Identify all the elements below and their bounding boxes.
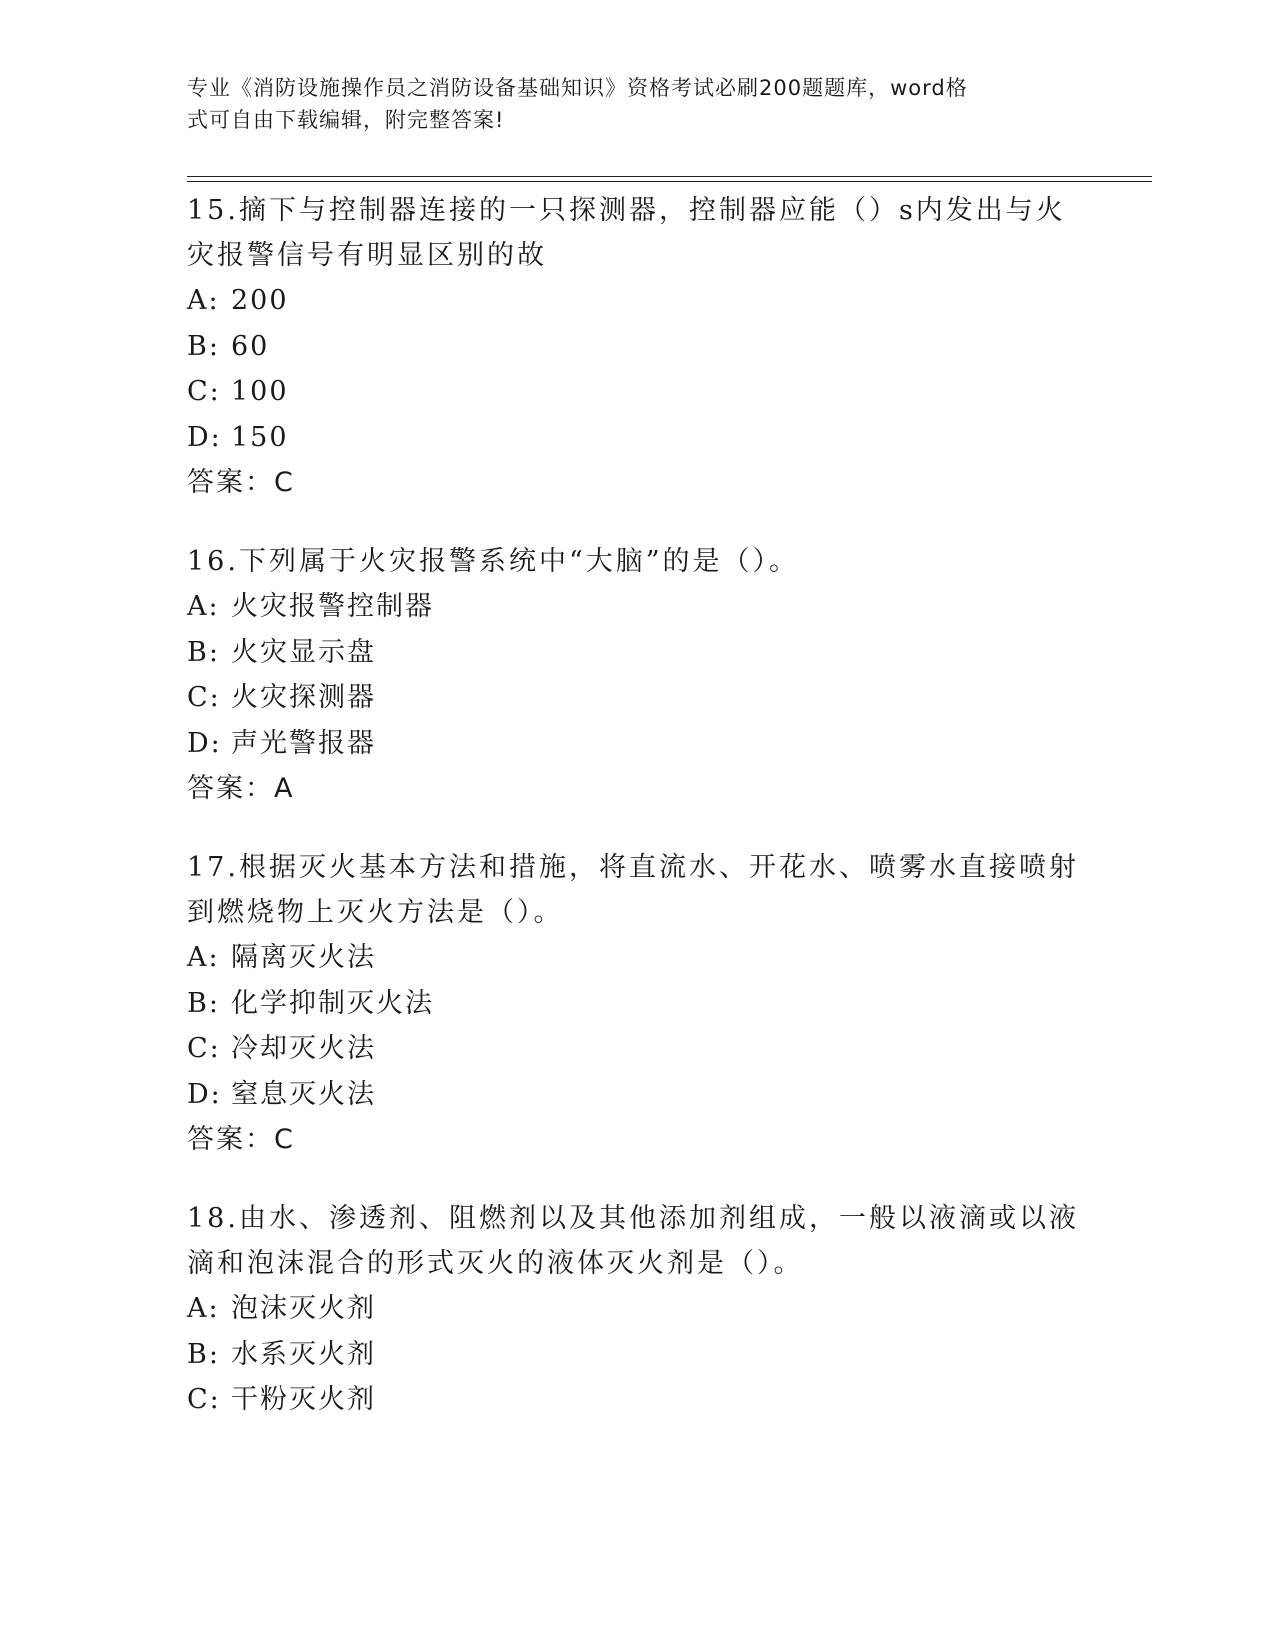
option-text: 火灾探测器: [231, 682, 376, 713]
option-text: 泡沫灭火剂: [231, 1293, 376, 1324]
option-d: [187, 1072, 1087, 1118]
header-line-1: 专业《消防设施操作员之消防设备基础知识》资格考试必刷200题题库，word格: [187, 76, 968, 100]
option-text: 150: [231, 421, 289, 453]
option-text: 水系灭火剂: [231, 1338, 376, 1370]
question-17: [187, 845, 1087, 1162]
option-letter: D:: [187, 1078, 222, 1110]
option-c: [187, 1377, 1087, 1423]
option-letter: B:: [187, 330, 220, 362]
question-text: 18.由水、渗透剂、阻燃剂以及其他添加剂组成，一般以液滴或以液滴和泡沫混合的形式灭火的液体灭火剂是（）。: [187, 1203, 1079, 1279]
option-a: [187, 584, 1087, 630]
answer: 答案：C: [187, 1124, 295, 1155]
option-b: [187, 324, 1087, 370]
option-text: 化学抑制灭火法: [231, 987, 434, 1019]
option-letter: D:: [187, 727, 222, 759]
document-header: [187, 72, 1067, 136]
option-c: [187, 369, 1087, 415]
option-text: 干粉灭火剂: [231, 1384, 376, 1415]
option-a: [187, 278, 1087, 324]
option-text: 窒息灭火法: [231, 1078, 376, 1110]
option-a: [187, 935, 1087, 981]
option-letter: A:: [187, 285, 220, 316]
option-letter: B:: [187, 1338, 220, 1370]
option-letter: B:: [187, 636, 220, 668]
option-c: [187, 1026, 1087, 1072]
option-letter: C:: [187, 1033, 221, 1064]
option-text: 冷却灭火法: [231, 1033, 376, 1064]
option-c: [187, 675, 1087, 721]
option-a: [187, 1286, 1087, 1332]
option-letter: A:: [187, 942, 220, 973]
option-letter: C:: [187, 376, 221, 407]
question-text: 17.根据灭火基本方法和措施，将直流水、开花水、喷雾水直接喷射到燃烧物上灭火方法是（）。: [187, 852, 1079, 928]
option-letter: D:: [187, 421, 222, 453]
option-b: [187, 630, 1087, 676]
option-letter: A:: [187, 1293, 220, 1324]
option-b: [187, 981, 1087, 1027]
question-15: [187, 188, 1087, 505]
option-letter: C:: [187, 1384, 221, 1415]
option-text: 200: [231, 285, 289, 316]
header-line-2: 式可自由下载编辑，附完整答案!: [187, 108, 505, 132]
option-d: [187, 415, 1087, 461]
question-list: [187, 188, 1087, 1457]
option-letter: C:: [187, 682, 221, 713]
question-18: [187, 1196, 1087, 1423]
question-16: [187, 539, 1087, 811]
option-text: 隔离灭火法: [231, 942, 376, 973]
option-text: 60: [231, 330, 270, 362]
option-letter: B:: [187, 987, 220, 1019]
header-divider-top: [187, 176, 1152, 177]
answer: 答案：C: [187, 467, 295, 498]
option-text: 火灾报警控制器: [231, 591, 434, 622]
answer: 答案：A: [187, 773, 295, 804]
option-text: 火灾显示盘: [231, 636, 376, 668]
option-d: [187, 721, 1087, 767]
header-divider-bottom: [187, 181, 1152, 182]
question-text: 16.下列属于火灾报警系统中“大脑”的是（）。: [187, 546, 800, 577]
option-b: [187, 1332, 1087, 1378]
question-text: 15.摘下与控制器连接的一只探测器，控制器应能（）s内发出与火灾报警信号有明显区别的故: [187, 195, 1066, 271]
option-letter: A:: [187, 591, 220, 622]
option-text: 声光警报器: [231, 727, 376, 759]
option-text: 100: [231, 376, 289, 407]
